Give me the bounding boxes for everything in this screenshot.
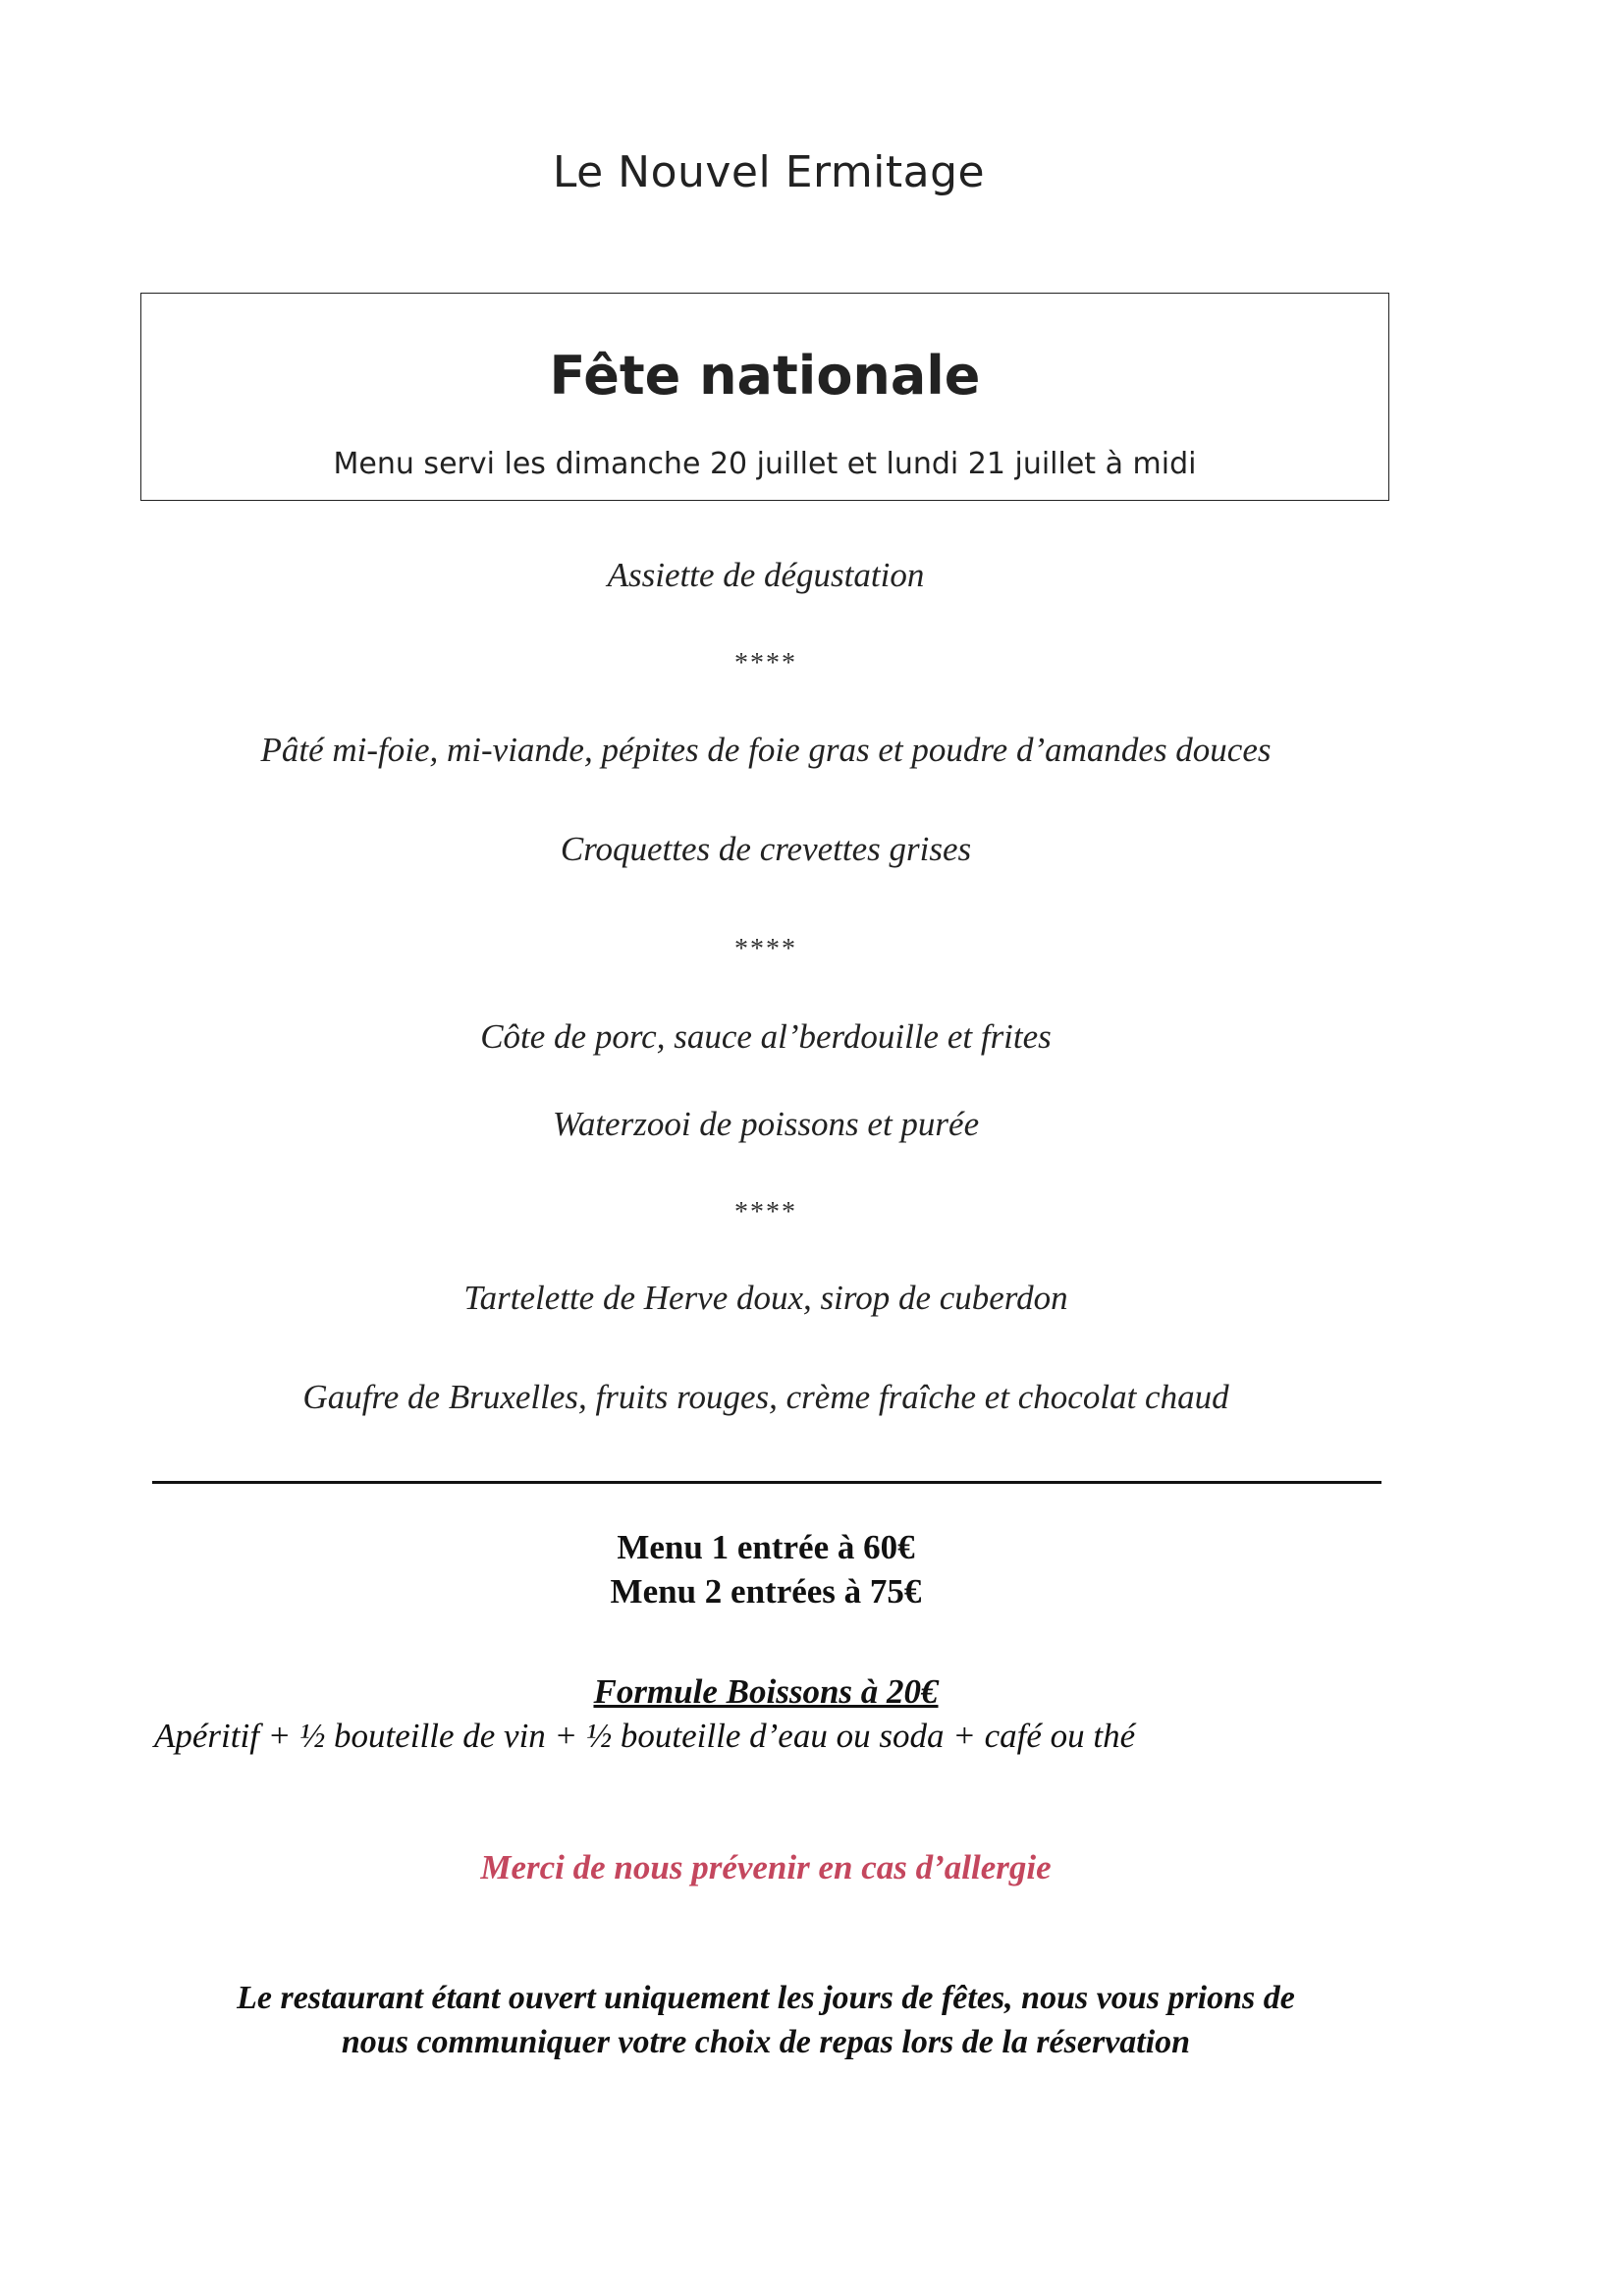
dish-dessert-2: Gaufre de Bruxelles, fruits rouges, crème fraîche et chocolat chaud (302, 1378, 1229, 1416)
reservation-notice-line-1: Le restaurant étant ouvert uniquement les jours de fêtes, nous vous prions de (237, 1980, 1295, 2016)
menu-subtitle: Menu servi les dimanche 20 juillet et lundi 21 juillet à midi (333, 447, 1197, 481)
course-separator: **** (734, 648, 797, 679)
course-separator: **** (734, 1197, 797, 1228)
dish-amuse: Assiette de dégustation (607, 556, 925, 594)
price-menu-2: Menu 2 entrées à 75€ (610, 1572, 922, 1611)
formule-boissons-description: Apéritif + ½ bouteille de vin + ½ bouteille d’eau ou soda + café ou thé (154, 1717, 1136, 1755)
menu-title: Fête nationale (549, 345, 981, 407)
section-divider (152, 1481, 1381, 1484)
dish-main-1: Côte de porc, sauce al’berdouille et frites (480, 1017, 1052, 1056)
course-separator: **** (734, 934, 797, 964)
title-box (140, 293, 1389, 501)
dish-starter-2: Croquettes de crevettes grises (560, 830, 972, 868)
restaurant-name: Le Nouvel Ermitage (552, 147, 986, 197)
dish-main-2: Waterzooi de poissons et purée (552, 1105, 980, 1143)
formule-boissons-title: Formule Boissons à 20€ (593, 1672, 939, 1711)
dish-dessert-1: Tartelette de Herve doux, sirop de cuberdon (463, 1279, 1068, 1317)
allergy-notice: Merci de nous prévenir en cas d’allergie (480, 1848, 1052, 1886)
reservation-notice-line-2: nous communiquer votre choix de repas lors de la réservation (341, 2024, 1191, 2060)
dish-starter-1: Pâté mi-foie, mi-viande, pépites de foie gras et poudre d’amandes douces (260, 731, 1272, 769)
price-menu-1: Menu 1 entrée à 60€ (617, 1528, 915, 1566)
